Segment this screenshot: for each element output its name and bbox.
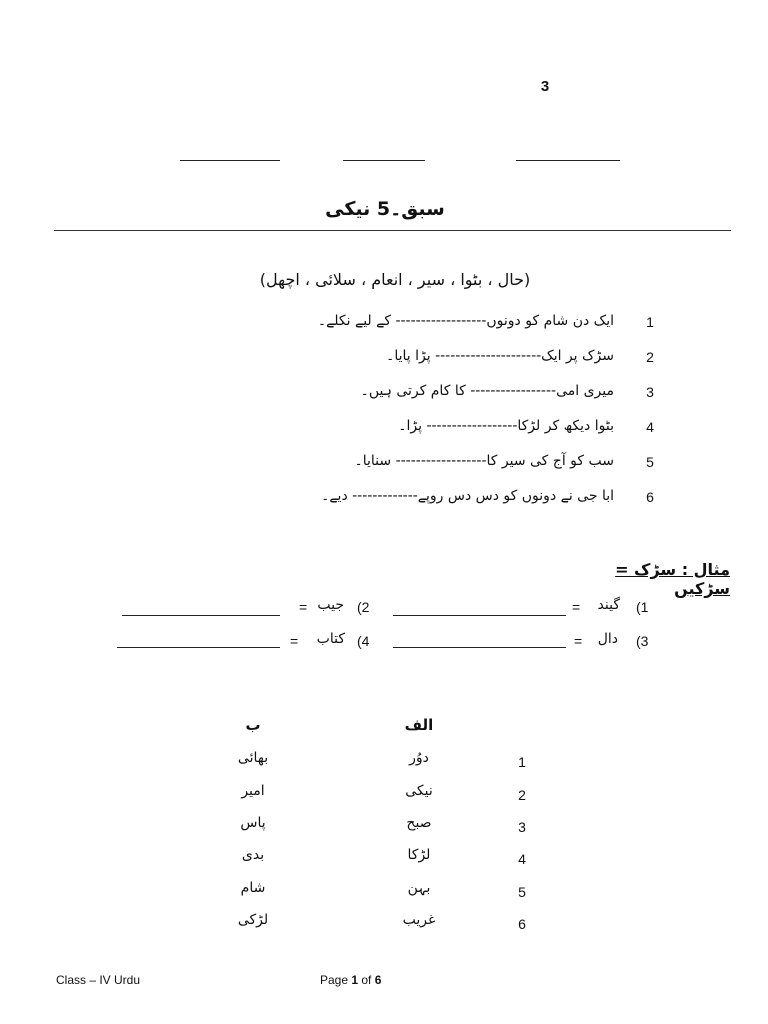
header-blank-line-2	[343, 160, 425, 161]
fill-blank-number: 1	[646, 314, 654, 330]
match-word-a: صبح	[406, 815, 432, 831]
fill-blank-number: 3	[646, 384, 654, 400]
equals-sign: =	[574, 633, 583, 649]
plural-item-number: (3	[636, 633, 649, 649]
match-row-number: 1	[518, 754, 526, 770]
match-row-number: 6	[518, 916, 526, 932]
match-word-a: دوُر	[409, 750, 429, 766]
match-row-number: 2	[518, 787, 526, 803]
plural-item-number: (4	[357, 633, 370, 649]
match-word-b: بدی	[241, 847, 265, 863]
fill-blank-sentence: بٹوا دیکھ کر لڑکا------------------ پڑا۔	[398, 418, 614, 434]
plural-item-number: (2	[357, 599, 370, 615]
fill-blank-number: 4	[646, 419, 654, 435]
match-word-b: لڑکی	[237, 912, 269, 928]
match-word-a: غریب	[402, 912, 436, 928]
plural-answer-line	[117, 647, 280, 648]
match-word-b: امیر	[241, 783, 265, 799]
footer-page-indicator	[320, 973, 381, 987]
plural-item-word: گیند	[597, 597, 620, 613]
plural-answer-line	[393, 615, 566, 616]
match-word-b: پاس	[240, 815, 266, 831]
plural-answer-line	[393, 647, 566, 648]
match-word-b: شام	[240, 880, 266, 896]
fill-blank-sentence: ایک دن شام کو دونوں------------------ کے لیے نکلے۔	[317, 313, 614, 329]
match-row-number: 4	[518, 851, 526, 867]
fill-blank-sentence: سڑک پر ایک--------------------- پڑا پایا۔	[386, 348, 614, 364]
fill-blank-number: 2	[646, 349, 654, 365]
match-word-a: لڑکا	[407, 847, 431, 863]
footer-page-prefix: Page	[320, 973, 352, 987]
equals-sign: =	[572, 599, 581, 615]
fill-blank-sentence: ابا جی نے دونوں کو دس دس روپے------------- دیے۔	[321, 488, 614, 504]
plural-answer-line	[122, 615, 280, 616]
title-divider	[54, 230, 731, 231]
plural-example: مثال : سڑک = سڑکیں	[615, 560, 730, 598]
fill-blank-number: 5	[646, 454, 654, 470]
footer-page-current: 1	[351, 973, 359, 987]
fill-blank-sentence: سب کو آج کی سیر کا------------------ سنایا۔	[354, 453, 614, 469]
plural-item-word: کتاب	[316, 631, 345, 647]
column-b-header: ب	[245, 716, 261, 734]
page-number: 3	[540, 78, 550, 95]
footer-page-total: 6	[374, 973, 382, 987]
column-a-header: الف	[404, 716, 434, 734]
equals-sign: =	[299, 599, 308, 615]
footer-class-label: Class – IV Urdu	[56, 973, 141, 987]
fill-blank-sentence: میری امی----------------- کا کام کرتی ہیں۔	[360, 383, 614, 399]
match-row-number: 5	[518, 884, 526, 900]
match-word-a: بہن	[407, 880, 431, 896]
plural-item-number: (1	[636, 599, 649, 615]
header-blank-line-1	[180, 160, 280, 161]
header-blank-line-3	[516, 160, 620, 161]
match-row-number: 3	[518, 819, 526, 835]
word-bank: (حال ، بٹوا ، سیر ، انعام ، سلائی ، اچھل)	[259, 270, 531, 289]
plural-item-word: دال	[597, 631, 618, 647]
plural-item-word: جیب	[317, 597, 344, 613]
lesson-title: سبق۔5 نیکی	[325, 198, 445, 220]
equals-sign: =	[290, 633, 299, 649]
match-word-a: نیکی	[405, 783, 433, 799]
match-word-b: بھائی	[237, 750, 269, 766]
footer-page-of: of	[358, 973, 375, 987]
fill-blank-number: 6	[646, 489, 654, 505]
